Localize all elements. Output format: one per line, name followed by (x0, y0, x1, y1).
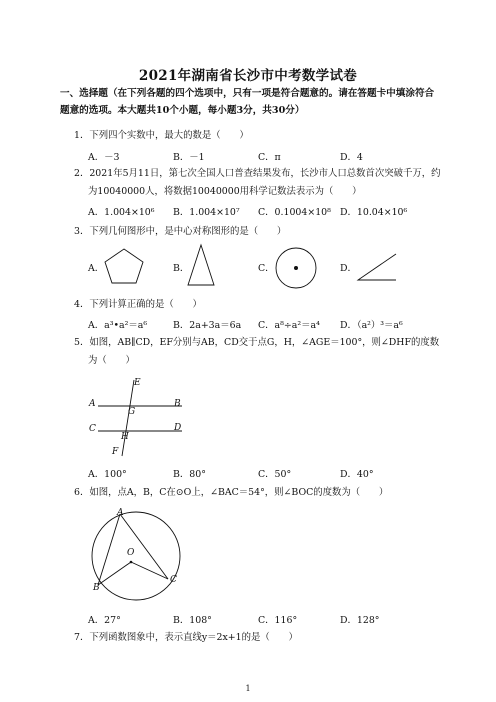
pentagon-figure (104, 248, 144, 284)
label-c: C (170, 575, 177, 585)
option-c: C． (258, 263, 275, 274)
question-5-options (88, 466, 440, 480)
option-a: A．27° (88, 615, 121, 626)
page-title: 2021年湖南省长沙市中考数学试卷 (138, 68, 358, 84)
label-c: C (89, 424, 96, 434)
section-heading-line2: 题意的选项。本大题共10个小题，每小题3分，共30分） (60, 105, 305, 116)
label-g: G (128, 407, 136, 417)
label-h: H (121, 432, 129, 442)
option-a: A．－3 (88, 152, 120, 163)
option-c: C．116° (258, 615, 298, 626)
option-d: D．10.04×10⁶ (340, 207, 408, 218)
option-c: C．a⁸÷a²＝a⁴ (258, 320, 320, 331)
angle-figure (356, 252, 398, 282)
option-a: A． (88, 263, 105, 274)
option-d: D．（a²）³＝a⁶ (340, 320, 403, 331)
question-4-stem: 4．下列计算正确的是（ ） (74, 299, 202, 310)
option-a: A．100° (88, 469, 127, 480)
label-o: O (127, 548, 135, 558)
page-number: 1 (245, 684, 251, 693)
question-3-stem: 3．下列几何图形中，是中心对称图形的是（ ） (74, 226, 287, 237)
circle-angle-figure (86, 506, 186, 602)
question-2-stem: 2．2021年5月11日，第七次全国人口普查结果发布，长沙市人口总数首次突破千万，约 (74, 168, 441, 179)
question-1-options (88, 149, 440, 163)
option-d: D．40° (340, 469, 374, 480)
question-1-stem: 1．下列四个实数中，最大的数是（ ） (74, 130, 249, 141)
question-5-stem: 5．如图，AB∥CD，EF分别与AB，CD交于点G，H，∠AGE＝100°，则∠DHF的度数 (74, 337, 440, 348)
question-2-stem-cont: 为10040000人，将数据10040000用科学记数法表示为（ ） (88, 186, 362, 197)
label-b: B (93, 583, 100, 593)
question-6-stem: 6．如图，点A，B，C在⊙O上，∠BAC＝54°，则∠BOC的度数为（ ） (74, 487, 389, 498)
circle-figure (274, 246, 318, 290)
label-a: A (117, 508, 124, 518)
option-b: B．80° (173, 469, 206, 480)
option-d: D．128° (340, 615, 380, 626)
label-f: F (112, 447, 119, 457)
option-b: B．2a+3a＝6a (173, 320, 242, 331)
option-d: D．4 (340, 152, 363, 163)
option-a: A．a³•a²＝a⁶ (88, 320, 148, 331)
triangle-figure (186, 244, 216, 286)
question-7-stem: 7．下列函数图象中，表示直线y＝2x+1的是（ ） (74, 632, 298, 643)
option-b: B． (173, 263, 190, 274)
section-heading-line1: 一、选择题（在下列各题的四个选项中，只有一项是符合题意的。请在答题卡中填涂符合 (60, 88, 435, 99)
option-c: C．0.1004×10⁸ (258, 207, 331, 218)
label-a: A (89, 399, 96, 409)
label-b: B (174, 399, 181, 409)
option-b: B．108° (173, 615, 212, 626)
option-c: C．50° (258, 469, 292, 480)
option-a: A．1.004×10⁶ (88, 207, 155, 218)
option-b: B．1.004×10⁷ (173, 207, 240, 218)
question-2-options (88, 204, 440, 218)
option-b: B．－1 (173, 152, 205, 163)
question-4-options (88, 317, 440, 331)
option-d: D． (340, 263, 357, 274)
question-5-stem-cont: 为（ ） (88, 355, 135, 366)
label-d: D (174, 423, 182, 433)
label-e: E (134, 378, 141, 388)
option-c: C．π (258, 152, 281, 163)
question-6-options (88, 612, 440, 626)
parallel-lines-figure (96, 376, 186, 460)
